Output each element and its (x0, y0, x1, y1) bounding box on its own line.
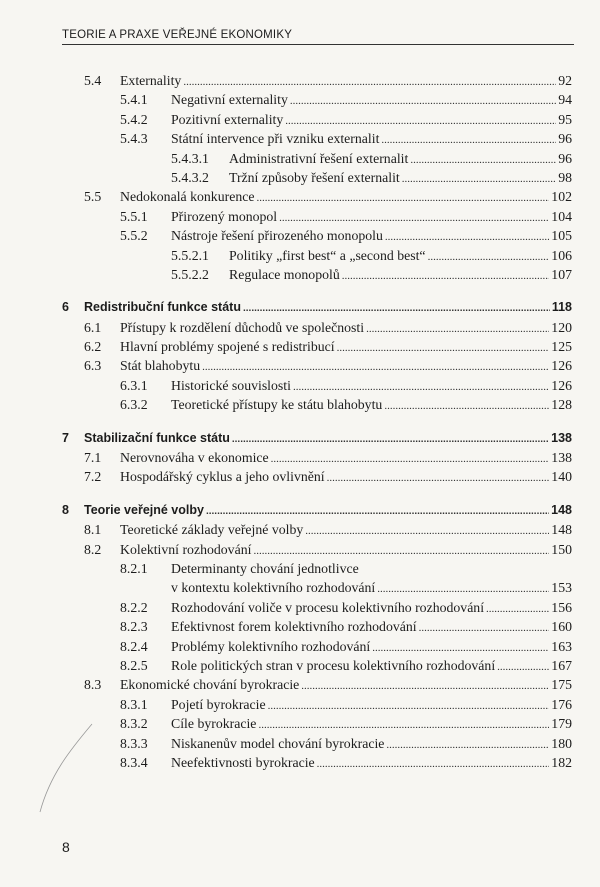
toc-entry-title: Niskanenův model chování byrokracie (171, 735, 385, 751)
toc-entry-title: v kontextu kolektivního rozhodování (171, 580, 376, 596)
toc-entry-title: Problémy kolektivního rozhodování (171, 638, 371, 654)
toc-entry-page: 128 (551, 397, 572, 413)
toc-entry-number: 6.1 (84, 319, 102, 335)
toc-entry-title: Rozhodování voliče v procesu kolektivního rozhodování (171, 599, 485, 615)
toc-leader-dots (317, 758, 550, 770)
toc-leader-dots (256, 192, 549, 204)
toc-entry-page: 180 (551, 735, 572, 751)
toc-entry-title: Kolektivní rozhodování (120, 541, 252, 557)
toc-entry-page: 125 (551, 339, 572, 355)
toc-entry-title: Teoretické přístupy ke státu blahobytu (171, 397, 383, 413)
toc-leader-dots (279, 212, 549, 224)
toc-entry-page: 94 (558, 92, 572, 108)
toc-entry-page: 126 (551, 377, 572, 393)
toc-entry-page: 175 (551, 677, 572, 693)
toc-entry-number: 8.1 (84, 522, 102, 538)
toc-entry-number: 5.5.2.2 (171, 266, 209, 282)
toc-leader-dots (290, 95, 556, 107)
toc-entry (62, 600, 572, 619)
toc-entry-page: 118 (551, 300, 572, 315)
toc-entry-title: Pozitivní externality (171, 111, 284, 127)
toc-entry-number: 5.5.1 (120, 208, 148, 224)
toc-entry (62, 339, 572, 358)
toc-entry-title: Teorie veřejné volby (84, 502, 204, 517)
toc-leader-dots (402, 173, 556, 185)
running-header: TEORIE A PRAXE VEŘEJNÉ EKONOMIKY (62, 29, 574, 45)
toc-leader-dots (301, 680, 549, 692)
toc-leader-dots (366, 323, 549, 335)
toc-entry-number: 6.3.1 (120, 377, 148, 393)
toc-entry-page: 106 (551, 247, 572, 263)
toc-entry-number: 6 (62, 300, 69, 315)
toc-entry (62, 248, 572, 267)
toc-leader-dots (428, 251, 550, 263)
toc-entry-number: 8.2 (84, 541, 102, 557)
toc-entry-number: 6.3.2 (120, 397, 148, 413)
toc-entry-title: Přirozený monopol (171, 208, 278, 224)
toc-entry (62, 450, 572, 469)
toc-entry-title: Stabilizační funkce státu (84, 430, 230, 445)
toc-entry-page: 140 (551, 469, 572, 485)
toc-entry-title: Hlavní problémy spojené s redistribucí (120, 339, 335, 355)
toc-entry-number: 7.1 (84, 450, 102, 466)
toc-entry (62, 469, 572, 488)
toc-leader-dots (486, 603, 549, 615)
toc-entry (62, 580, 572, 599)
toc-chapter-entry (62, 503, 572, 522)
toc-entry-title: Historické souvislosti (171, 377, 291, 393)
toc-entry (62, 131, 572, 150)
toc-entry-title: Nástroje řešení přirozeného monopolu (171, 228, 383, 244)
toc-entry (62, 619, 572, 638)
toc-entry-number: 5.4.2 (120, 111, 148, 127)
toc-entry-number: 8 (62, 502, 69, 517)
toc-entry (62, 397, 572, 416)
toc-entry-page: 95 (558, 111, 572, 127)
toc-leader-dots (305, 525, 549, 537)
toc-entry-page: 153 (551, 580, 572, 596)
toc-entry-title: Teoretické základy veřejné volby (120, 522, 304, 538)
toc-entry-number: 5.4.3.2 (171, 169, 209, 185)
table-of-contents (62, 73, 572, 774)
toc-entry-title: Nerovnováha v ekonomice (120, 450, 269, 466)
toc-entry-page: 138 (551, 450, 572, 466)
toc-entry-page: 179 (551, 716, 572, 732)
toc-entry-title: Regulace monopolů (229, 266, 340, 282)
toc-entry (62, 561, 572, 580)
toc-chapter-entry (62, 300, 572, 319)
toc-entry-title: Nedokonalá konkurence (120, 189, 255, 205)
toc-leader-dots (285, 115, 556, 127)
toc-entry (62, 151, 572, 170)
toc-entry-title: Cíle byrokracie (171, 716, 257, 732)
toc-entry-title: Politiky „first best“ a „second best“ (229, 247, 426, 263)
toc-entry (62, 228, 572, 247)
toc-entry-title: Neefektivnosti byrokracie (171, 754, 315, 770)
toc-entry-title: Přístupy k rozdělení důchodů ve společnosti (120, 319, 365, 335)
toc-leader-dots (497, 661, 549, 673)
toc-leader-dots (419, 622, 550, 634)
toc-leader-dots (377, 583, 549, 595)
toc-entry-page: 148 (551, 502, 572, 517)
toc-entry (62, 677, 572, 696)
toc-entry (62, 320, 572, 339)
toc-entry-page: 138 (551, 430, 572, 445)
toc-leader-dots (342, 270, 550, 282)
toc-entry-number: 5.4.3.1 (171, 150, 209, 166)
toc-entry-title: Role politických stran v procesu kolektivního rozhodování (171, 657, 496, 673)
toc-entry-title: Stát blahobytu (120, 358, 201, 374)
toc-entry-page: 105 (551, 228, 572, 244)
toc-entry (62, 112, 572, 131)
toc-entry-number: 5.4.3 (120, 131, 148, 147)
toc-entry-number: 5.5.2 (120, 228, 148, 244)
toc-entry-number: 8.3.4 (120, 754, 148, 770)
toc-entry (62, 716, 572, 735)
toc-entry (62, 639, 572, 658)
toc-entry-number: 8.2.3 (120, 619, 148, 635)
toc-entry-title: Externality (120, 73, 182, 88)
toc-entry-page: 92 (558, 73, 572, 88)
toc-entry-number: 8.3.3 (120, 735, 148, 751)
toc-entry-title: Determinanty chování jednotlivce (171, 560, 359, 576)
toc-entry (62, 522, 572, 541)
toc-leader-dots (410, 154, 556, 166)
toc-entry-number: 6.2 (84, 339, 102, 355)
toc-entry-page: 156 (551, 599, 572, 615)
toc-entry-title: Pojetí byrokracie (171, 696, 266, 712)
toc-entry-number: 8.2.4 (120, 638, 148, 654)
toc-leader-dots (206, 506, 549, 517)
toc-entry (62, 358, 572, 377)
toc-leader-dots (386, 739, 549, 751)
toc-entry-number: 5.4.1 (120, 92, 148, 108)
toc-entry-title: Negativní externality (171, 92, 288, 108)
toc-entry-page: 176 (551, 696, 572, 712)
toc-leader-dots (268, 700, 550, 712)
toc-entry-page: 96 (558, 150, 572, 166)
toc-entry-page: 163 (551, 638, 572, 654)
page-number: 8 (62, 839, 70, 855)
toc-entry (62, 267, 572, 286)
toc-entry-page: 107 (551, 266, 572, 282)
toc-entry-page: 102 (551, 189, 572, 205)
toc-entry-title: Administrativní řešení externalit (229, 150, 409, 166)
toc-entry (62, 209, 572, 228)
toc-entry-page: 126 (551, 358, 572, 374)
toc-entry-page: 160 (551, 619, 572, 635)
toc-leader-dots (271, 453, 550, 465)
toc-entry-title: Ekonomické chování byrokracie (120, 677, 300, 693)
toc-entry (62, 189, 572, 208)
toc-entry-page: 96 (558, 131, 572, 147)
toc-entry-number: 6.3 (84, 358, 102, 374)
toc-leader-dots (258, 719, 549, 731)
toc-entry-title: Efektivnost forem kolektivního rozhodování (171, 619, 417, 635)
toc-entry-page: 148 (551, 522, 572, 538)
toc-entry-number: 8.3 (84, 677, 102, 693)
toc-entry-title: Tržní způsoby řešení externalit (229, 169, 400, 185)
toc-leader-dots (384, 400, 549, 412)
toc-entry-number: 8.2.2 (120, 599, 148, 615)
toc-leader-dots (337, 342, 550, 354)
toc-leader-dots (385, 231, 549, 243)
toc-entry-page: 98 (558, 169, 572, 185)
toc-entry-title: Redistribuční funkce státu (84, 300, 241, 315)
toc-entry-page: 167 (551, 657, 572, 673)
toc-entry (62, 542, 572, 561)
toc-entry-page: 120 (551, 319, 572, 335)
toc-entry-number: 8.2.1 (120, 560, 148, 576)
toc-entry (62, 697, 572, 716)
toc-entry (62, 92, 572, 111)
toc-entry-number: 7 (62, 430, 69, 445)
toc-entry-title: Hospodářský cyklus a jeho ovlivnění (120, 469, 325, 485)
toc-entry-number: 8.2.5 (120, 657, 148, 673)
toc-entry-number: 5.5 (84, 189, 102, 205)
toc-chapter-entry (62, 431, 572, 450)
toc-entry-number: 8.3.1 (120, 696, 148, 712)
toc-entry-page: 104 (551, 208, 572, 224)
toc-leader-dots (253, 545, 549, 557)
toc-entry (62, 755, 572, 774)
toc-entry-number: 8.3.2 (120, 716, 148, 732)
toc-leader-dots (327, 472, 550, 484)
toc-leader-dots (293, 381, 549, 393)
toc-entry (62, 170, 572, 189)
toc-entry-page: 182 (551, 754, 572, 770)
toc-leader-dots (381, 134, 556, 146)
toc-leader-dots (183, 76, 556, 88)
toc-entry-page: 150 (551, 541, 572, 557)
toc-entry (62, 736, 572, 755)
toc-leader-dots (372, 642, 549, 654)
toc-leader-dots (243, 303, 550, 314)
toc-entry-title: Státní intervence při vzniku externalit (171, 131, 380, 147)
toc-entry (62, 73, 572, 92)
toc-leader-dots (202, 361, 549, 373)
toc-entry-number: 5.4 (84, 73, 102, 88)
toc-leader-dots (232, 434, 549, 445)
toc-entry (62, 658, 572, 677)
toc-entry-number: 7.2 (84, 469, 102, 485)
toc-entry (62, 378, 572, 397)
toc-entry-number: 5.5.2.1 (171, 247, 209, 263)
